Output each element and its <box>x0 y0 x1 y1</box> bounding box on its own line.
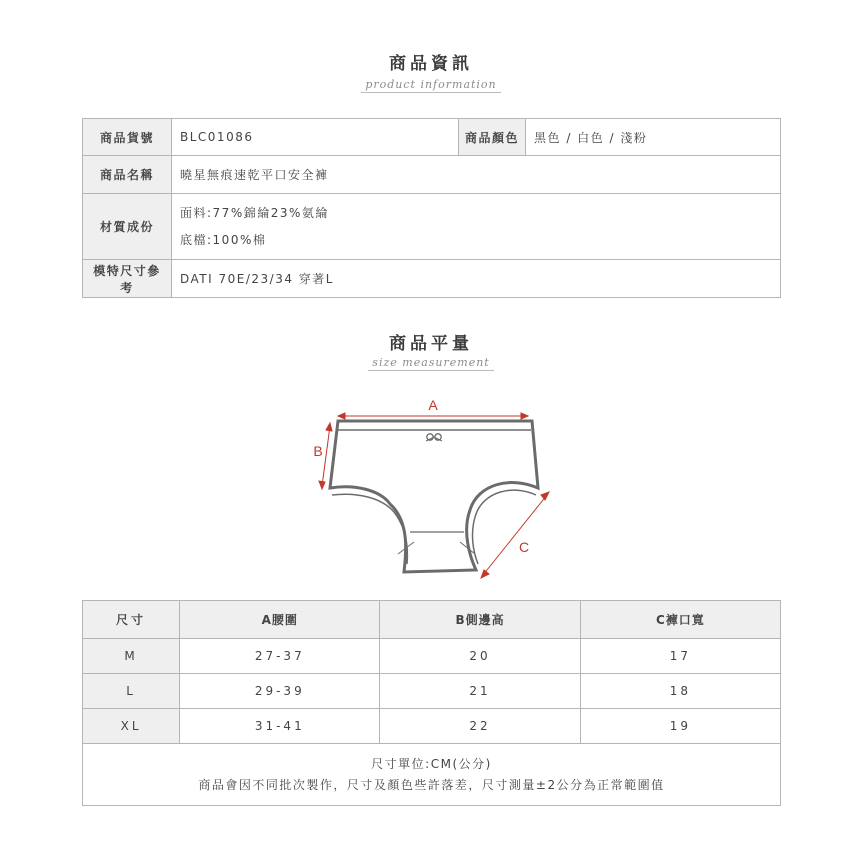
product-info-subtitle-text: product information <box>361 78 500 93</box>
header-waist: A腰圍 <box>180 601 380 639</box>
size-variance-note: 商品會因不同批次製作，尺寸及顏色些許落差，尺寸測量±2公分為正常範圍值 <box>198 777 665 792</box>
size-cell: M <box>83 639 180 674</box>
product-info-table <box>82 118 781 298</box>
table-row <box>83 674 781 709</box>
size-cell: XL <box>83 709 180 744</box>
name-label: 商品名稱 <box>83 156 172 194</box>
model-size-label: 模特尺寸參考 <box>83 260 172 298</box>
name-value: 曉星無痕速乾平口安全褲 <box>172 156 781 194</box>
size-subtitle-text: size measurement <box>368 356 493 371</box>
table-row <box>83 194 781 260</box>
waist-cell: 29-39 <box>180 674 380 709</box>
product-info-title: 商品資訊 <box>389 54 473 74</box>
briefs-outline <box>330 421 538 572</box>
table-row <box>83 639 781 674</box>
model-size-value: DATI 70E/23/34 穿著L <box>172 260 781 298</box>
size-title: 商品平量 <box>389 334 473 354</box>
size-subtitle <box>0 356 862 371</box>
header-leg-opening: C褲口寬 <box>580 601 780 639</box>
size-unit-note: 尺寸單位:CM(公分) <box>371 756 492 771</box>
item-no-label: 商品貨號 <box>83 119 172 156</box>
table-row <box>83 260 781 298</box>
size-cell: L <box>83 674 180 709</box>
measure-b-label: B <box>313 443 323 459</box>
measure-a-arrow <box>338 413 528 419</box>
side-height-cell: 20 <box>380 639 580 674</box>
measure-a-label: A <box>428 397 438 413</box>
briefs-measurement-diagram <box>300 392 562 582</box>
item-no-value: BLC01086 <box>172 119 459 156</box>
leg-opening-cell: 17 <box>580 639 780 674</box>
color-value: 黑色 / 白色 / 淺粉 <box>526 119 781 156</box>
side-height-cell: 22 <box>380 709 580 744</box>
measure-c-arrow <box>481 492 549 578</box>
material-label: 材質成份 <box>83 194 172 260</box>
color-label: 商品顏色 <box>459 119 526 156</box>
material-line-2: 底檔:100%棉 <box>180 232 267 247</box>
product-info-subtitle <box>0 78 862 93</box>
side-height-cell: 21 <box>380 674 580 709</box>
leg-opening-cell: 18 <box>580 674 780 709</box>
size-table-header <box>83 601 781 639</box>
measure-c-label: C <box>518 539 530 555</box>
table-row <box>83 119 781 156</box>
material-value <box>172 194 781 260</box>
size-note <box>83 744 781 806</box>
size-table <box>82 600 781 806</box>
size-note-row <box>83 744 781 806</box>
material-line-1: 面料:77%錦綸23%氨綸 <box>180 205 329 220</box>
waist-cell: 27-37 <box>180 639 380 674</box>
table-row <box>83 709 781 744</box>
waist-cell: 31-41 <box>180 709 380 744</box>
header-size: 尺寸 <box>83 601 180 639</box>
header-side-height: B側邊高 <box>380 601 580 639</box>
leg-opening-cell: 19 <box>580 709 780 744</box>
table-row <box>83 156 781 194</box>
